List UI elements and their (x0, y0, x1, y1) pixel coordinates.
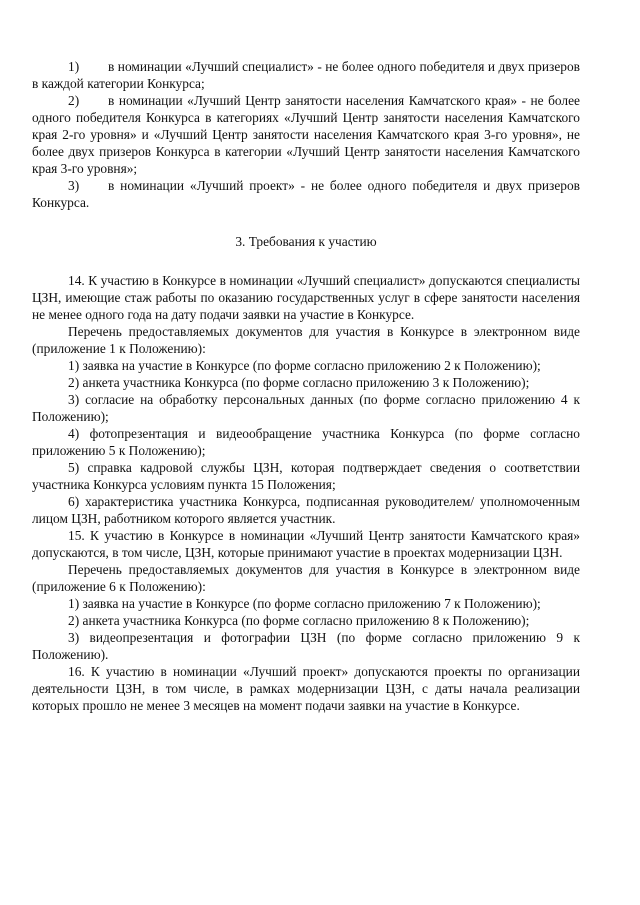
section-heading: 3. Требования к участию (235, 234, 377, 249)
list-item: 3) видеопрезентация и фотографии ЦЗН (по форме согласно приложению 9 к Положению). (32, 630, 580, 662)
list-item: 2) анкета участника Конкурса (по форме согласно приложению 8 к Положению); (68, 613, 530, 628)
paragraph-14: 14. К участию в Конкурсе в номинации «Лучший специалист» допускаются специалисты ЦЗН, имеющие стаж работы по оказанию государственных услуг в сфере занятости населения не менее одного года на дату подачи заявки на участие в Конкурсе. (32, 273, 580, 322)
list-item-text: в номинации «Лучший проект» - не более одного победителя и двух призеров Конкурса. (32, 178, 580, 210)
paragraph-16: 16. К участию в номинации «Лучший проект» допускаются проекты по организации деятельности ЦЗН, в том числе, в рамках модернизации ЦЗН, с даты начала реализации которых прошло не менее 3 месяцев на момент подачи заявки на участие в Конкурсе. (32, 664, 580, 713)
list-item: 2) анкета участника Конкурса (по форме согласно приложению 3 к Положению); (68, 375, 530, 390)
paragraph-15-list-intro: Перечень предоставляемых документов для участия в Конкурсе в электронном виде (приложение 6 к Положению): (32, 562, 580, 594)
list-item: 1) заявка на участие в Конкурсе (по форме согласно приложению 2 к Положению); (68, 358, 541, 373)
list-item: 4) фотопрезентация и видеообращение участника Конкурса (по форме согласно приложению 5 к Положению); (32, 426, 580, 458)
list-item (32, 92, 580, 177)
document-page (32, 58, 580, 714)
list-item-number: 2) (68, 93, 80, 108)
list-item (32, 177, 580, 211)
list-item-number: 3) (68, 178, 80, 193)
list-item: 1) заявка на участие в Конкурсе (по форме согласно приложению 7 к Положению); (68, 596, 541, 611)
list-item-number: 1) (68, 59, 80, 74)
list-item: 5) справка кадровой службы ЦЗН, которая подтверждает сведения о соответствии участника Конкурса условиям пункта 15 Положения; (32, 460, 580, 492)
list-item-text: в номинации «Лучший специалист» - не более одного победителя и двух призеров в каждой категории Конкурса; (32, 59, 580, 91)
paragraph-15: 15. К участию в Конкурсе в номинации «Лучший Центр занятости Камчатского края» допускаются, в том числе, ЦЗН, которые принимают участие в проектах модернизации ЦЗН. (32, 528, 580, 560)
list-item: 6) характеристика участника Конкурса, подписанная руководителем/ уполномоченным лицом ЦЗН, работником которого является участник. (32, 494, 580, 526)
paragraph-14-list-intro: Перечень предоставляемых документов для участия в Конкурсе в электронном виде (приложение 1 к Положению): (32, 324, 580, 356)
list-item (32, 58, 580, 92)
list-item-text: в номинации «Лучший Центр занятости населения Камчатского края» - не более одного победителя Конкурса в категориях «Лучший Центр занятости населения Камчатского края 2-го уровня» и «Лучший Центр занятости населения Камчатского края 3-го уровня», не более двух призеров Конкурса в категории «Лучший Центр занятости населения Камчатского края 3-го уровня»; (32, 93, 580, 176)
list-item: 3) согласие на обработку персональных данных (по форме согласно приложению 4 к Положению); (32, 392, 580, 424)
